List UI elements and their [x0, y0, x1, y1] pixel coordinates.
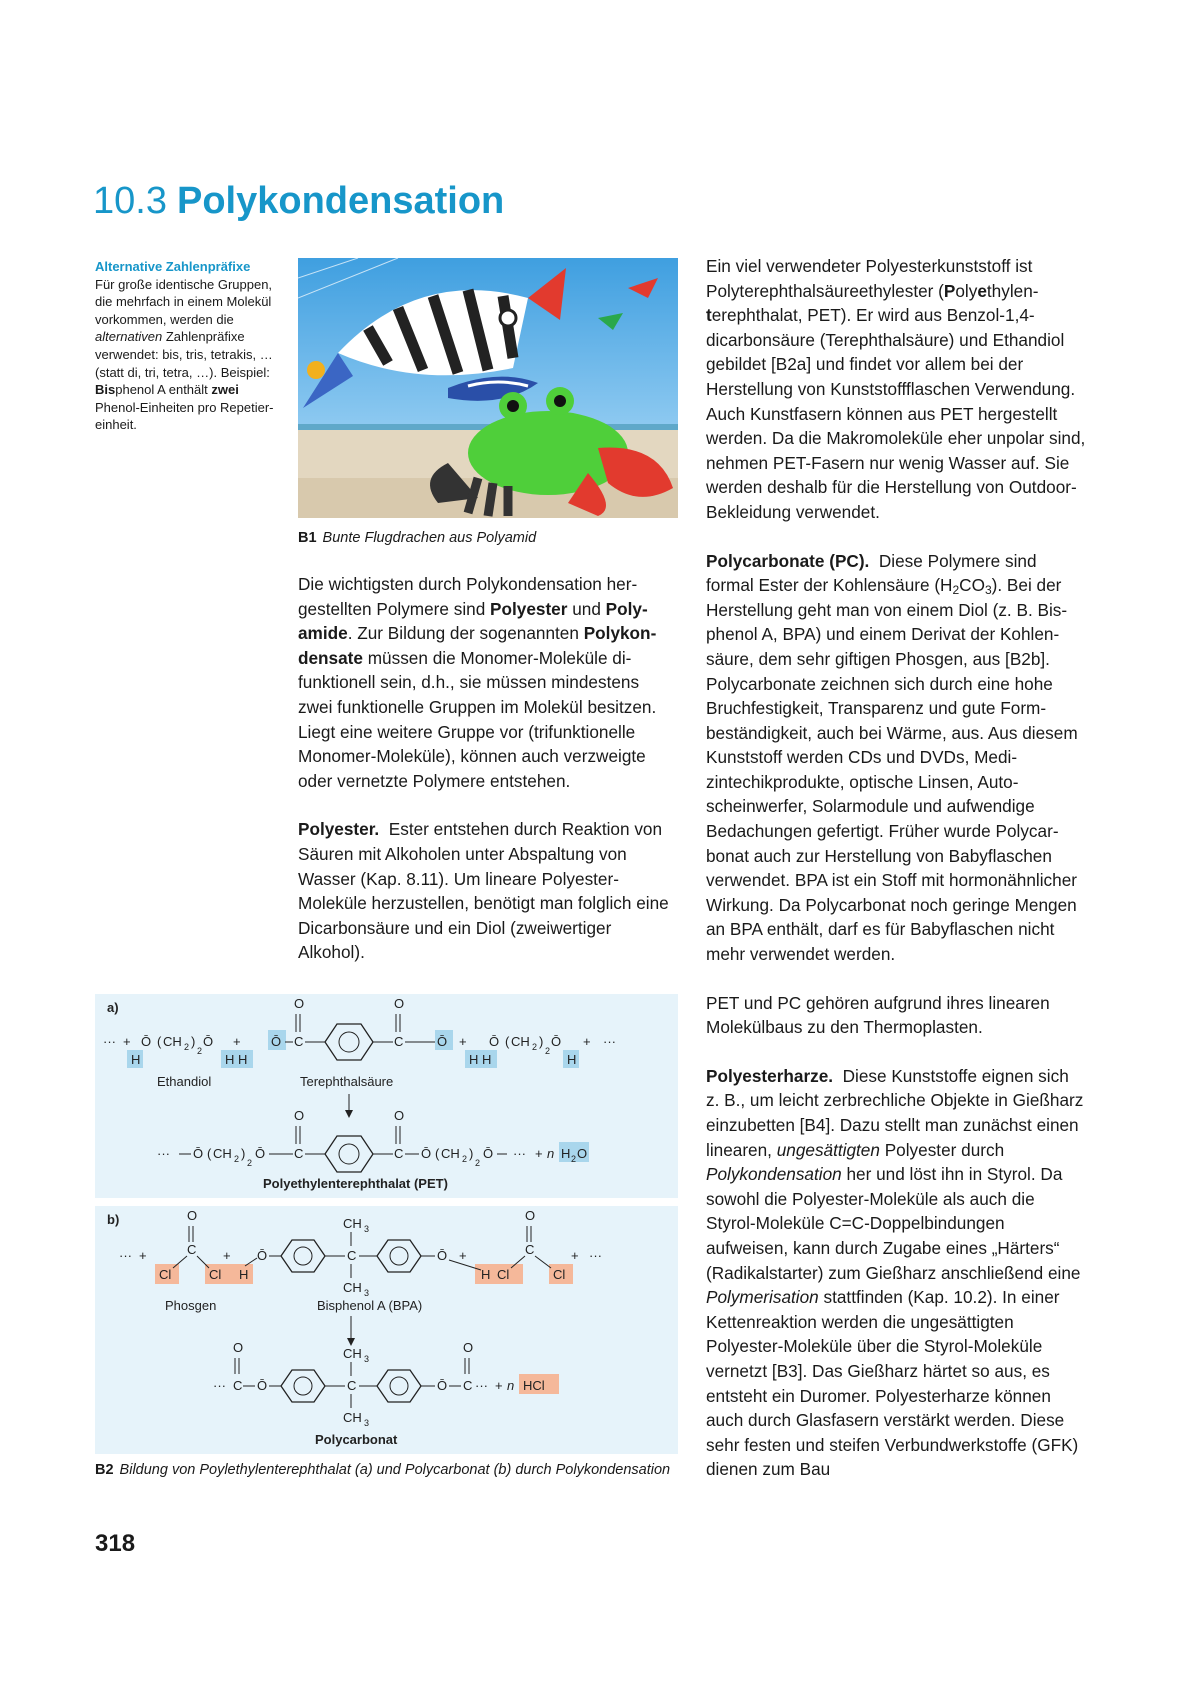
right-em: ungesättigten [776, 1139, 880, 1160]
polycarbonat-label: Polycarbonat [315, 1432, 398, 1447]
mid-bold: Polykondensate [298, 623, 657, 668]
subscript: 2 [571, 1154, 577, 1164]
hydrogen: H [567, 1052, 577, 1067]
subscript: 2 [462, 1154, 468, 1164]
oxygen: Ō [437, 1248, 448, 1263]
paren: ( [435, 1146, 440, 1161]
subscript: 3 [364, 1224, 370, 1234]
oxygen: Ō [489, 1034, 500, 1049]
b1-caption [298, 528, 678, 548]
dots: ··· [157, 1146, 170, 1161]
oxygen: Ō [141, 1034, 152, 1049]
polycarbonate-paragraph [706, 549, 1086, 967]
oxygen: Ō [421, 1146, 432, 1161]
hydrogen: H [131, 1052, 141, 1067]
right-column [706, 254, 1086, 1482]
paren: ( [157, 1034, 162, 1049]
carbon: C [347, 1248, 357, 1263]
oxygen: Ō [203, 1034, 214, 1049]
panel-a-label: a) [107, 1000, 119, 1015]
paren: ) [469, 1146, 474, 1161]
plus: + [233, 1034, 241, 1049]
page-number: 318 [95, 1530, 136, 1557]
n-coefficient: n [507, 1378, 515, 1393]
paren: ) [241, 1146, 246, 1161]
oxygen: Ō [257, 1378, 268, 1393]
benzene-ring [325, 1024, 373, 1060]
paren: ( [505, 1034, 510, 1049]
subscript: 3 [364, 1354, 370, 1364]
margin-note-text-3: phenol A enthält [115, 382, 212, 398]
pet-reaction-diagram [95, 994, 678, 1198]
carbon: C [187, 1242, 197, 1257]
carbon: C [294, 1034, 304, 1049]
ch2: CH [441, 1146, 460, 1161]
oxygen: O [525, 1208, 536, 1223]
dots: ··· [589, 1248, 602, 1263]
oxygen: Ō [193, 1146, 204, 1161]
terephthalsaeure-label: Terephthalsäure [300, 1074, 394, 1089]
oxygen: O [233, 1340, 244, 1355]
oxygen: O [294, 1108, 305, 1123]
plus: + [459, 1248, 467, 1263]
right-em: Polykondensation [706, 1164, 842, 1185]
chlorine: Cl [497, 1267, 510, 1282]
water-o: O [577, 1146, 588, 1161]
ch3: CH [343, 1346, 362, 1361]
section-title: Polykondensation [176, 180, 505, 222]
subscript: 2 [475, 1158, 481, 1168]
plus: + [495, 1378, 503, 1393]
carbon: C [294, 1146, 304, 1161]
b2-label: B2 [95, 1462, 114, 1478]
right-text: Polyester durch [879, 1139, 1005, 1160]
margin-note-text-1: Für große identische Gruppen, die mehrfach in einem Molekül vorkommen, werden die [95, 276, 273, 327]
oxygen: Ō [255, 1146, 266, 1161]
n-coefficient: n [547, 1146, 555, 1161]
oxygen: O [394, 996, 405, 1011]
paren: ) [191, 1034, 196, 1049]
b2-caption-text: Bildung von Poylethylenterephthalat (a) und Polycarbonat (b) durch Polykondensation [119, 1462, 671, 1478]
oxygen: O [394, 1108, 405, 1123]
margin-note-title: Alternative Zahlenpräfixe [95, 259, 251, 274]
polyesterharze-heading: Polyesterharze. [706, 1065, 834, 1086]
figure-b2b [95, 1206, 678, 1454]
right-text: ). Bei der Herstellung geht man von einem Diol (z. B. Bisphenol A, BPA) und einem Derivat der Kohlensäure, dem sehr giftigen Phosgen, aus [B2b]. Polycarbonate zeichnen sich durch eine hohe Bruchfestigkeit, Transparenz und gute Formbeständigkeit, auch bei Wärme, aus. Aus diesem Kunststoff werden CDs und DVDs, Medizintechikprodukte, optische Linsen, Autoscheinwerfer, Solarmodule und aufwendige Bedachungen gefertigt. Früher wurde Polycarbonat auch zur Herstellung von Babyflaschen verwendet. BPA ist ein Stoff mit hormonähnlicher Wirkung. Da Polycarbonat noch geringe Mengen an BPA enthält, darf es für Babyflaschen nicht mehr verwendet werden. [706, 575, 1078, 965]
carbon: C [233, 1378, 243, 1393]
subscript: 2 [197, 1046, 203, 1056]
subscript: 3 [364, 1418, 370, 1428]
polycarbonate-heading: Polycarbonate (PC). [706, 550, 870, 571]
pet-paragraph [706, 254, 1086, 525]
hydrogen: H [239, 1267, 249, 1282]
dots: ··· [119, 1248, 132, 1263]
polyester-heading: Polyester. [298, 819, 380, 840]
b1-caption-text: Bunte Flugdrachen aus Polyamid [322, 530, 537, 546]
ch3: CH [343, 1410, 362, 1425]
dots: ··· [603, 1034, 616, 1049]
right-text: Diese Kunststoffe eignen sich z. B., um leicht zerbrechliche Objekte in Gießharz einzubetten [B4]. Dazu stellt man zunächst einen linearen, [706, 1065, 1084, 1160]
margin-note [95, 258, 280, 434]
right-text: stattfinden (Kap. 10.2). In einer Kettenreaktion werden die ungesättigten Polyester-Moleküle über die Styrol-Moleküle vernetzt [B3]. Das Gießharz härtet so aus, es entsteht ein Duromer. Polyesterharze können auch durch Glasfasern verstärkt werden. Diese sehr festen und steifen Verbundwerkstoffe (GFK) dienen zum Bau [706, 1287, 1079, 1480]
plus: + [223, 1248, 231, 1263]
dots: ··· [513, 1146, 526, 1161]
subscript: 2 [184, 1042, 190, 1052]
carbon: C [394, 1146, 404, 1161]
oxygen: Ō [257, 1248, 268, 1263]
subscript: 3 [984, 583, 992, 598]
plus: + [535, 1146, 543, 1161]
margin-note-text-2: Zahlenpräfixe verwendet: bis, tris, tetrakis, … (statt di, tri, tetra, …). Beispiel: [95, 329, 273, 380]
margin-note-bis: Bis [95, 382, 116, 398]
oxygen: Ō [437, 1034, 448, 1049]
carbon: C [525, 1242, 535, 1257]
carbon: C [347, 1378, 357, 1393]
plus: + [139, 1248, 147, 1263]
kite-photo-illustration [298, 258, 678, 518]
right-text: erephthalat, PET). Er wird aus Benzol-1,4-dicarbonsäure (Terephthalsäure) und Ethandiol gebildet [B2a] und findet vor allem bei der Herstellung von Kunststoffflaschen Verwendung. Auch Kunstfasern können aus PET hergestellt werden. Da die Makromoleküle eher unpolar sind, nehmen PET-Fasern nur wenig Wasser auf. Sie werden deshalb für die Herstellung von Outdoor-Bekleidung verwendet. [706, 305, 1086, 522]
polyester-text: Ester entstehen durch Reaktion von Säuren mit Alkoholen unter Abspaltung von Wasser (Kap. 8.11). Um lineare Polyester-Moleküle herzustellen, benötigt man folglich eine Dicarbonsäure und ein Diol (zweiwertiger Alkohol). [298, 819, 669, 963]
benzene-ring [377, 1240, 421, 1272]
benzene-ring [325, 1136, 373, 1172]
oxygen: O [187, 1208, 198, 1223]
margin-note-em: alternativen [95, 329, 163, 345]
b2-caption [95, 1460, 685, 1480]
polycarbonate-reaction-diagram [95, 1206, 678, 1454]
subscript: 3 [364, 1288, 370, 1298]
ch3: CH [343, 1216, 362, 1231]
oxygen: O [463, 1340, 474, 1355]
margin-note-text [95, 276, 280, 434]
benzene-ring [281, 1370, 325, 1402]
mid-text: und [567, 598, 606, 619]
right-text: Diese Polymere sind formal Ester der Kohlensäure (H [706, 550, 1037, 596]
paren: ( [207, 1146, 212, 1161]
mid-text: . Zur Bildung der sogenannten [347, 623, 584, 644]
subscript: 2 [234, 1154, 240, 1164]
plus: + [571, 1248, 579, 1263]
pet-label: Polyethylenterephthalat (PET) [263, 1176, 448, 1191]
right-text: Ein viel verwendeter Polyesterkunststoff ist Polyterephthalsäureethylester ( [706, 256, 1033, 301]
right-text: thylen [986, 280, 1039, 301]
ethandiol-label: Ethandiol [157, 1074, 212, 1089]
hydrogen-pair: H H [225, 1052, 248, 1067]
mid-bold: Polyamide [298, 598, 648, 644]
hcl: HCl [523, 1378, 545, 1393]
benzene-ring [281, 1240, 325, 1272]
chlorine: Cl [209, 1267, 222, 1282]
subscript: 2 [545, 1046, 551, 1056]
margin-note-zwei: zwei [211, 382, 239, 398]
carbon: C [463, 1378, 473, 1393]
middle-column [298, 572, 678, 965]
carbon: C [394, 1034, 404, 1049]
polyesterharze-paragraph [706, 1064, 1086, 1482]
section-number: 10.3 [93, 180, 167, 222]
ch2: CH [511, 1034, 530, 1049]
mid-bold: Polyester [490, 598, 568, 619]
ch3: CH [343, 1280, 362, 1295]
subscript: 2 [952, 583, 960, 598]
ch2: CH [163, 1034, 182, 1049]
thermoplast-paragraph: PET und PC gehören aufgrund ihres linearen Molekülbaus zu den Thermoplasten. [706, 992, 1050, 1038]
mid-text: müssen die Monomer-Moleküle difunktionell sein, d.h., sie müssen mindestens zwei funktionelle Gruppen im Molekül besitzen. Liegt eine weitere Gruppe vor (trifunktionelle Monomer-Moleküle), können auch verzweigte oder vernetzte Polymere entstehen. [298, 647, 657, 791]
oxygen: O [294, 996, 305, 1011]
right-em: Polymerisation [706, 1287, 819, 1308]
chlorine: Cl [553, 1267, 566, 1282]
paren: ) [539, 1034, 544, 1049]
hydrogen: H [481, 1267, 491, 1282]
bpa-label: Bisphenol A (BPA) [317, 1298, 423, 1313]
margin-note-text-4: Phenol-Einheiten pro Repetiereinheit. [95, 399, 274, 433]
plus: + [459, 1034, 467, 1049]
water-h: H [561, 1146, 571, 1161]
chlorine: Cl [159, 1267, 172, 1282]
right-text: her und löst ihn in Styrol. Da sowohl die Polyester-Moleküle als auch die Styrol-Moleküle C=C-Doppelbindungen aufweisen, kann durch Zugabe eines „Härters“ (Radikalstarter) zum Gießharz anschließend eine [706, 1164, 1081, 1283]
panel-b-label: b) [107, 1212, 120, 1227]
plus: + [583, 1034, 591, 1049]
b1-label: B1 [298, 530, 317, 546]
dots: ··· [103, 1034, 116, 1049]
polyester-paragraph [298, 817, 678, 965]
subscript: 2 [532, 1042, 538, 1052]
dots: ··· [213, 1378, 226, 1393]
plus: + [123, 1034, 131, 1049]
oxygen: Ō [483, 1146, 494, 1161]
right-text: CO [959, 575, 985, 596]
intro-paragraph [298, 572, 678, 793]
phosgen-label: Phosgen [165, 1298, 217, 1313]
figure-b2a [95, 994, 678, 1198]
right-bold: e [977, 280, 987, 301]
right-bold: P [943, 280, 956, 301]
right-bold: t [706, 305, 712, 326]
benzene-ring [377, 1370, 421, 1402]
kite-photo [298, 258, 678, 518]
ch2: CH [213, 1146, 232, 1161]
subscript: 2 [247, 1158, 253, 1168]
oxygen: Ō [551, 1034, 562, 1049]
oxygen: Ō [437, 1378, 448, 1393]
oxygen: Ō [271, 1034, 282, 1049]
dots: ··· [475, 1378, 488, 1393]
hydrogen-pair: H H [469, 1052, 492, 1067]
section-heading [93, 180, 504, 223]
right-text: oly [955, 280, 978, 301]
mid-text: Die wichtigsten durch Polykondensation hergestellten Polymere sind [298, 574, 638, 619]
